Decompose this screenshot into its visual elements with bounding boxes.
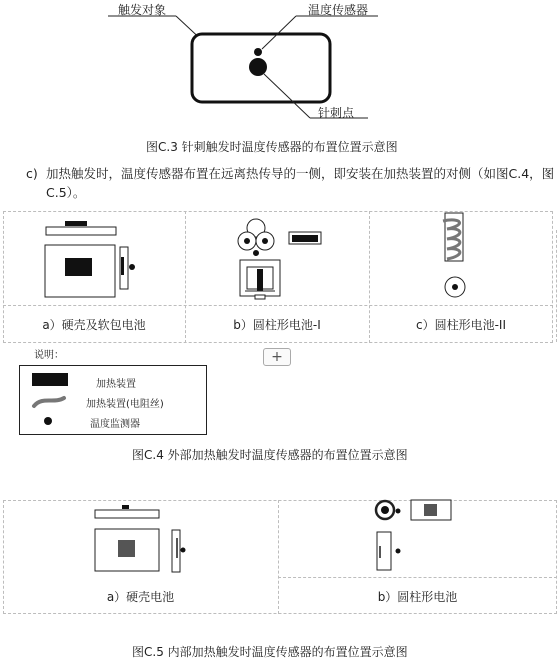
figure-c3-caption: 图C.3 针刺触发时温度传感器的布置位置示意图 — [146, 140, 398, 154]
fig-c5-cell-a-label: a）硬壳电池 — [106, 590, 175, 604]
legend-sensor-symbol — [44, 417, 52, 425]
cell-c-drawing — [369, 211, 553, 305]
fig-c5-cell-b-label: b）圆柱形电池 — [377, 590, 458, 604]
fig-c4-cell-a-label: a）硬壳及软包电池 — [42, 318, 146, 332]
c5-cell-a-drawing — [0, 500, 278, 580]
legend-symbols — [0, 0, 210, 440]
legend-heater-label: 加热装置 — [96, 379, 136, 390]
para-c-line1: 加热触发时，温度传感器布置在远离热传导的一侧，即安装在加热装置的对侧（如图C.4，图 — [46, 166, 555, 181]
para-c-line2: C.5）。 — [46, 185, 86, 200]
figure-c5-caption: 图C.5 内部加热触发时温度传感器的布置位置示意图 — [132, 645, 408, 659]
c5-cell-b-drawing — [278, 490, 557, 580]
fig-c4-cell-b-label: b）圆柱形电池-I — [233, 318, 321, 332]
legend-sensor-label: 温度监测器 — [90, 419, 140, 430]
figure-c4-caption: 图C.4 外部加热触发时温度传感器的布置位置示意图 — [132, 448, 408, 462]
temp-sensor-dot — [254, 48, 262, 56]
fig-c4-cell-c-label: c）圆柱形电池-II — [415, 318, 506, 332]
needle-point-dot — [249, 58, 267, 76]
label-needle-point: 针刺点 — [318, 106, 355, 120]
legend-title: 说明： — [34, 350, 64, 361]
legend-wire-symbol — [34, 398, 64, 406]
legend-heater-symbol — [32, 373, 68, 386]
label-temp-sensor: 温度传感器 — [308, 3, 369, 17]
para-c-marker: c) — [26, 166, 38, 181]
legend-wire-label: 加热装置(电阻丝) — [86, 399, 164, 410]
cell-b-drawing — [185, 211, 369, 305]
label-trigger-object: 触发对象 — [118, 3, 167, 17]
add-row-button[interactable]: + — [263, 348, 291, 366]
